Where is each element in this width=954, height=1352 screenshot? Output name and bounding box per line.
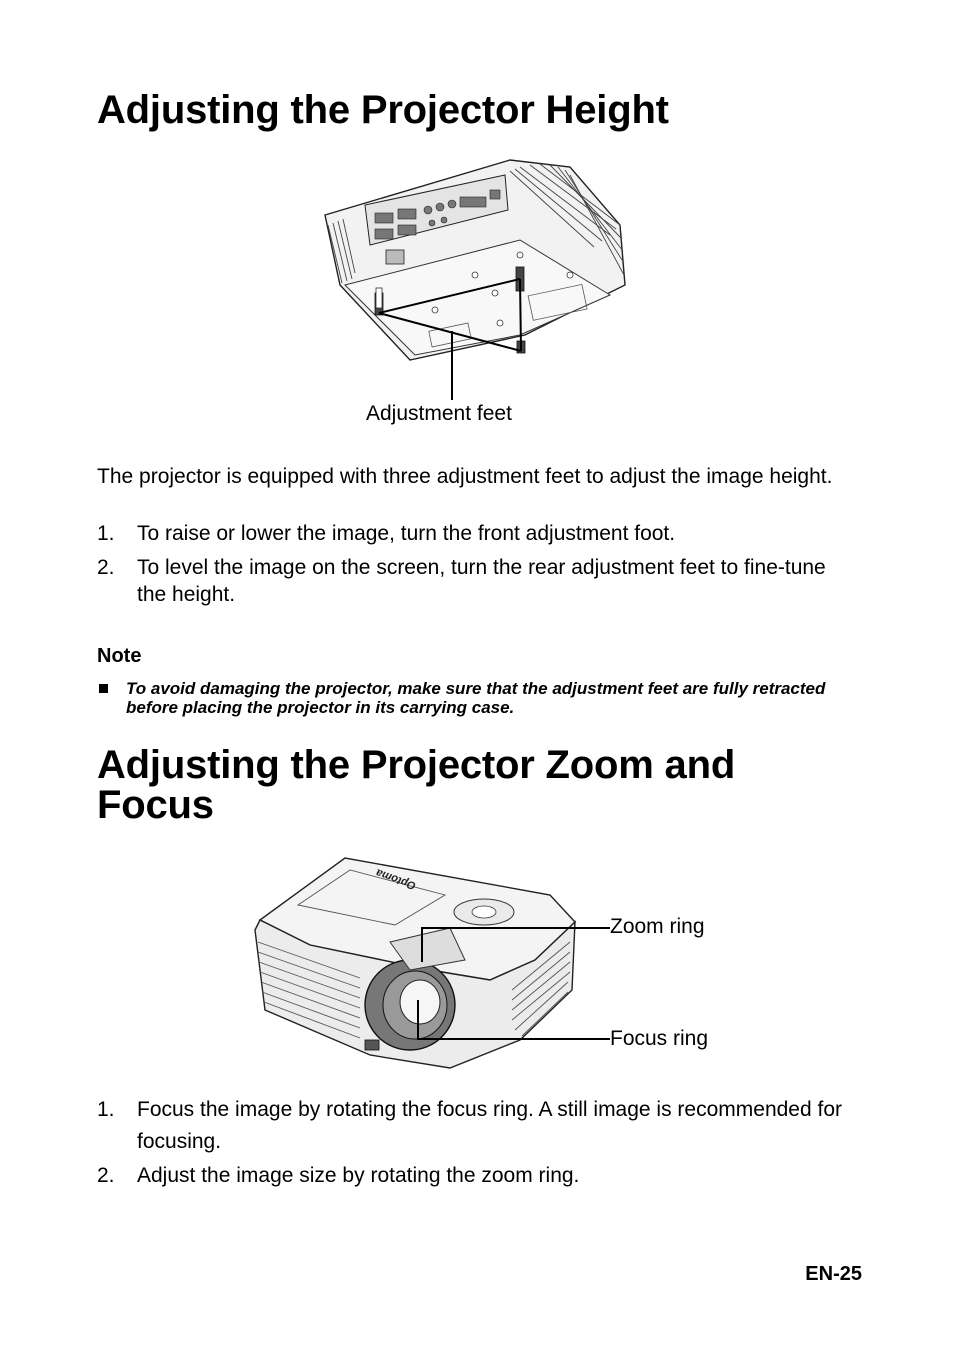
- zoom-ring-label: Zoom ring: [610, 915, 705, 938]
- section-title-zoom-focus: Adjusting the Projector Zoom and Focus: [97, 743, 736, 827]
- page-number: EN-25: [805, 1263, 862, 1285]
- section-title-height: Adjusting the Projector Height: [97, 88, 669, 132]
- note-bullet-icon: [99, 684, 108, 693]
- note-title: Note: [97, 645, 142, 667]
- svg-text:Optoma: Optoma: [374, 866, 418, 892]
- projector-front-illustration: [250, 850, 610, 1075]
- focus-ring-label: Focus ring: [610, 1027, 709, 1050]
- list-item-text: Adjust the image size by rotating the zoom ring.: [137, 1164, 580, 1187]
- list-item: [97, 1094, 867, 1158]
- intro-paragraph: The projector is equipped with three adjustment feet to adjust the image height.: [97, 465, 833, 488]
- list-item: [97, 520, 867, 548]
- note-text: To avoid damaging the projector, make sure that the adjustment feet are fully retracted before placing the projector in its carrying case.: [126, 679, 826, 717]
- optoma-logo: [372, 862, 420, 896]
- list-item: [97, 1160, 867, 1192]
- list-item-number: 2.: [97, 1164, 115, 1187]
- list-item-number: 1.: [97, 522, 115, 545]
- list-item-text: To level the image on the screen, turn the rear adjustment feet to fine-tune the height.: [137, 556, 826, 606]
- adjustment-feet-caption: Adjustment feet: [366, 402, 512, 425]
- list-item-number: 2.: [97, 556, 115, 579]
- list-item-number: 1.: [97, 1098, 115, 1121]
- list-item-text: Focus the image by rotating the focus ring. A still image is recommended for focusing.: [137, 1098, 843, 1153]
- list-item: [97, 554, 867, 610]
- list-item-text: To raise or lower the image, turn the front adjustment foot.: [137, 522, 676, 545]
- projector-underside-illustration: [320, 155, 640, 400]
